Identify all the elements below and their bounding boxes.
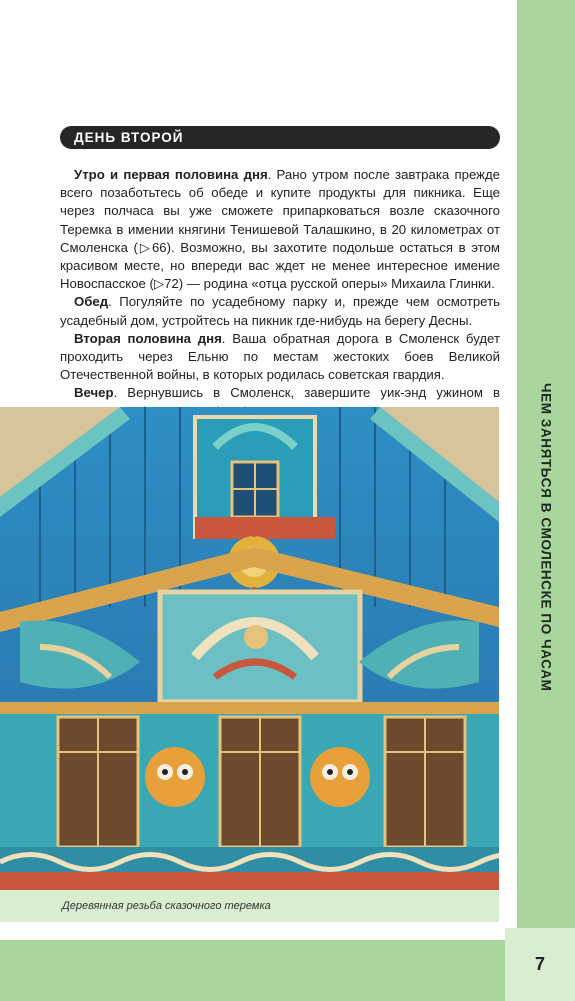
- paragraph-text: . Вернувшись в Смоленск, завершите уик-энд ужином в: [113, 385, 500, 401]
- paragraph-text: . Погуляйте по усадебному парку и, прежде чем осмотреть усадебный дом, устройтесь на пикник где-нибудь на берегу Десны.: [60, 294, 500, 328]
- footer-band: [0, 940, 517, 1001]
- paragraph-text: . Рано утром после завтрака прежде всего позаботьтесь об обеде и купите продукты для пикника. Еще через полчаса вы уже сможете припарковаться возле сказочного Теремка в имении княгини Тенишевой Талашкино, в 20 километрах от Смоленска (▷66). Возможно, вы захотите подольше остаться в этом красивом месте, но впереди вас ждет не менее интересное имение Новоспасское (▷72) — родина «отца русской оперы» Михаила Глинки.: [60, 167, 500, 292]
- photo-caption-text: Деревянная резьба сказочного теремка: [62, 900, 271, 912]
- photo-carved-teremok: [0, 407, 499, 890]
- photo-illustration: [0, 407, 499, 890]
- page-number: [505, 928, 575, 1001]
- section-heading-text: ДЕНЬ ВТОРОЙ: [74, 130, 184, 145]
- section-heading: [60, 126, 500, 149]
- body-text: [60, 166, 500, 421]
- paragraph-morning: [60, 166, 500, 293]
- photo-caption: [0, 890, 499, 922]
- paragraph-lunch: [60, 293, 500, 329]
- sidebar-title-text: ЧЕМ ЗАНЯТЬСЯ В СМОЛЕНСКЕ ПО ЧАСАМ: [538, 382, 554, 692]
- page-number-text: 7: [534, 954, 545, 974]
- sidebar-title: [521, 382, 571, 692]
- paragraph-lead: Вечер: [74, 385, 114, 401]
- paragraph-lead: Утро и первая половина дня: [74, 167, 268, 182]
- paragraph-afternoon: [60, 330, 500, 385]
- paragraph-lead: Вторая половина дня: [74, 330, 222, 346]
- paragraph-lead: Обед: [74, 294, 109, 310]
- paragraph-text: . Ваша обратная дорога в Смоленск будет проходить через Ельню по местам жестоких боев Великой Отечественной войны, в которых родилась советская гвардия.: [60, 330, 500, 383]
